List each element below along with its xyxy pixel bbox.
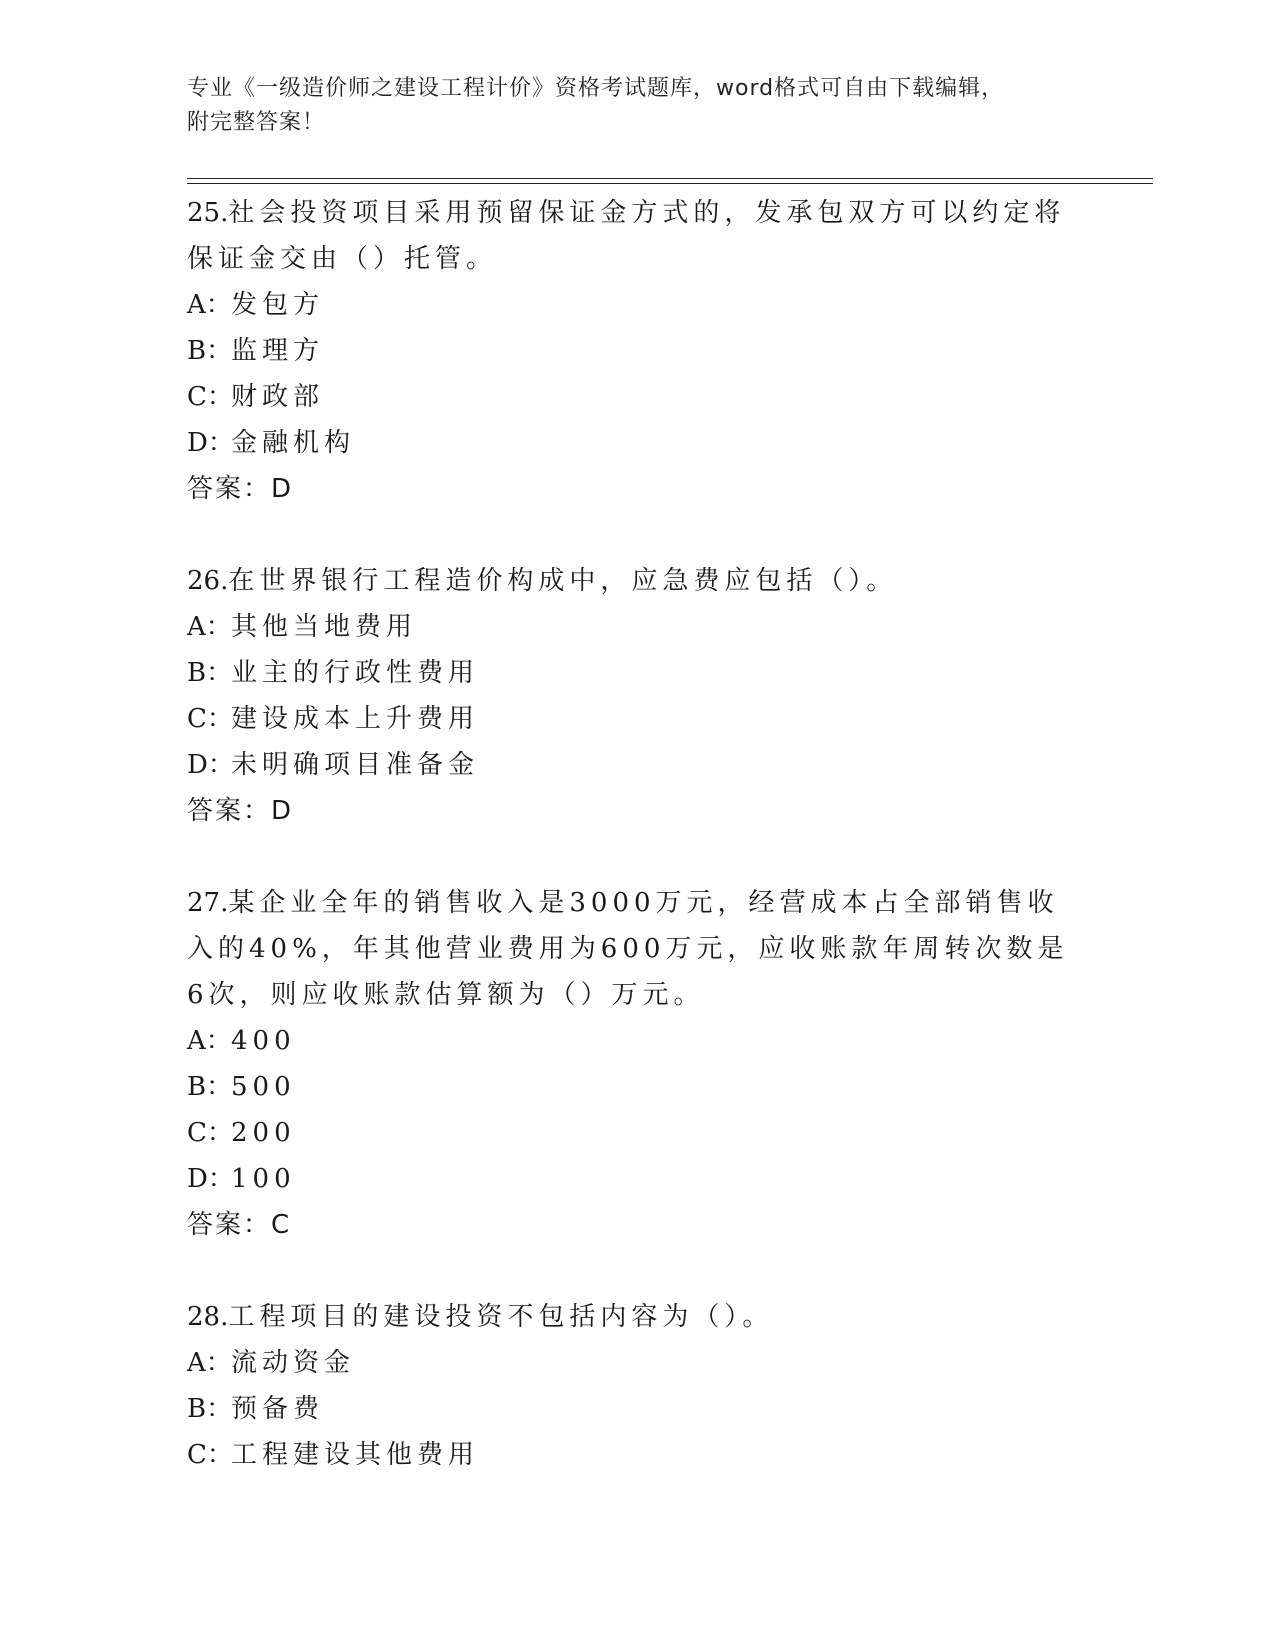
- answer-option: [187, 1018, 1087, 1064]
- option-key: A：: [187, 1348, 232, 1378]
- question-stem: 某企业全年的销售收入是3000万元，经营成本占全部销售收入的40%，年其他营业费用为600万元，应收账款年周转次数是6次，则应收账款估算额为（）万元。: [187, 888, 1069, 1010]
- option-key: B：: [187, 336, 233, 366]
- question-block: [187, 190, 1087, 512]
- answer-option: [187, 1064, 1087, 1110]
- question-block: [187, 880, 1087, 1248]
- question-stem: 社会投资项目采用预留保证金方式的，发承包双方可以约定将保证金交由（）托管。: [187, 198, 1066, 274]
- option-text: 其他当地费用: [231, 612, 418, 642]
- answer-option: [187, 282, 1087, 328]
- option-key: B：: [187, 1072, 233, 1102]
- answer-option: [187, 1340, 1087, 1386]
- option-text: 500: [231, 1072, 296, 1102]
- answer-key: 答案：D: [187, 796, 294, 826]
- option-key: A：: [187, 1026, 232, 1056]
- question-number: 28.: [187, 1302, 229, 1332]
- option-key: D：: [187, 1164, 234, 1194]
- header-line-2: 附完整答案！: [187, 110, 326, 135]
- answer-option: [187, 374, 1087, 420]
- option-text: 业主的行政性费用: [231, 658, 480, 688]
- question-list: [187, 190, 1087, 1524]
- answer-key: 答案：D: [187, 474, 294, 504]
- answer-option: [187, 696, 1087, 742]
- answer-option: [187, 650, 1087, 696]
- option-key: C：: [187, 1118, 233, 1148]
- option-key: C：: [187, 382, 233, 412]
- header-line-1: 专业《一级造价师之建设工程计价》资格考试题库，word格式可自由下载编辑，: [187, 76, 1005, 101]
- option-key: C：: [187, 704, 233, 734]
- answer-option: [187, 420, 1087, 466]
- question-text: [187, 190, 1087, 282]
- answer-option: [187, 1110, 1087, 1156]
- option-text: 流动资金: [231, 1348, 356, 1378]
- option-text: 400: [231, 1026, 296, 1056]
- answer-option: [187, 1432, 1087, 1478]
- question-block: [187, 558, 1087, 834]
- question-text: [187, 558, 1087, 604]
- answer-option: [187, 604, 1087, 650]
- question-number: 25.: [187, 198, 229, 228]
- option-text: 200: [231, 1118, 296, 1148]
- option-text: 财政部: [231, 382, 325, 412]
- option-key: C：: [187, 1440, 233, 1470]
- option-text: 建设成本上升费用: [231, 704, 480, 734]
- answer-option: [187, 1386, 1087, 1432]
- question-text: [187, 880, 1087, 1018]
- option-key: A：: [187, 612, 232, 642]
- document-header: [187, 72, 1087, 140]
- answer-option: [187, 1156, 1087, 1202]
- answer-option: [187, 742, 1087, 788]
- option-text: 预备费: [231, 1394, 325, 1424]
- option-text: 工程建设其他费用: [231, 1440, 480, 1470]
- option-key: D：: [187, 750, 234, 780]
- question-text: [187, 1294, 1087, 1340]
- answer-option: [187, 328, 1087, 374]
- question-number: 27.: [187, 888, 229, 918]
- header-divider-top: [187, 178, 1153, 179]
- option-key: D：: [187, 428, 234, 458]
- question-block: [187, 1294, 1087, 1478]
- option-text: 未明确项目准备金: [231, 750, 480, 780]
- option-key: B：: [187, 658, 233, 688]
- option-text: 金融机构: [231, 428, 356, 458]
- question-stem: 工程项目的建设投资不包括内容为（）。: [228, 1302, 774, 1332]
- question-number: 26.: [187, 566, 229, 596]
- header-divider-bottom: [187, 183, 1153, 184]
- option-text: 100: [231, 1164, 296, 1194]
- option-key: A：: [187, 290, 232, 320]
- option-text: 发包方: [231, 290, 325, 320]
- answer-key: 答案：C: [187, 1210, 292, 1240]
- option-key: B：: [187, 1394, 233, 1424]
- option-text: 监理方: [231, 336, 325, 366]
- question-stem: 在世界银行工程造价构成中，应急费应包括（）。: [228, 566, 898, 596]
